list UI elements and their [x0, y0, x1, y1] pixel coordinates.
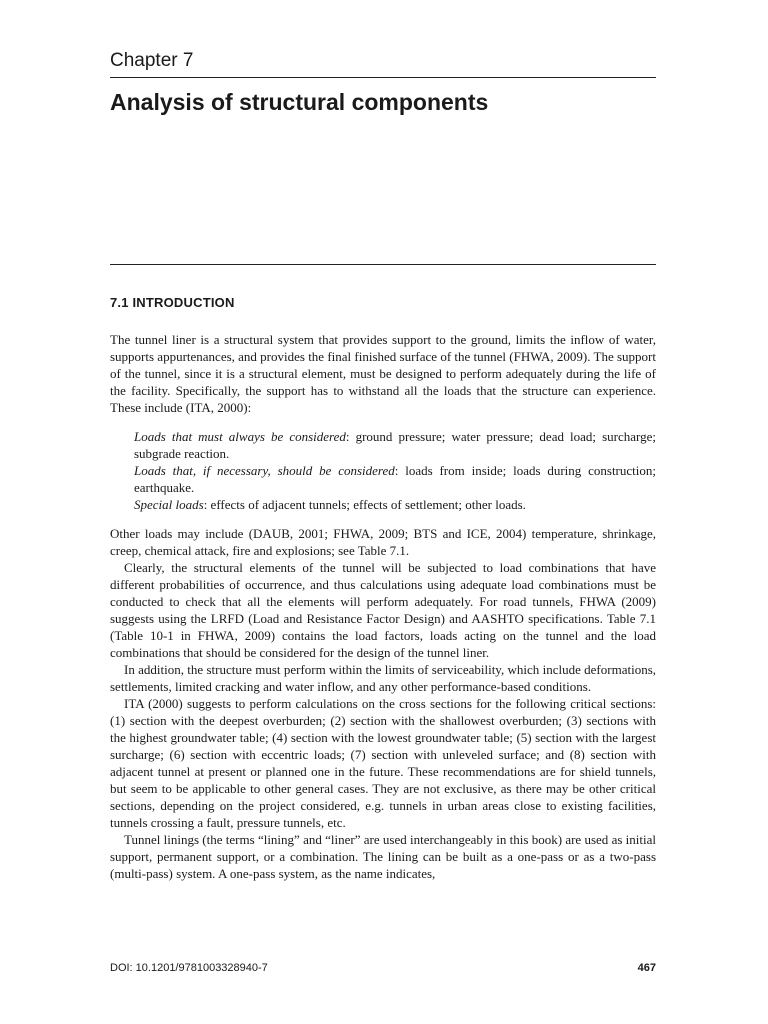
paragraph-load-combinations: Clearly, the structural elements of the tunnel will be subjected to load combinations that have different probabilities of occurrence, and thus calculations using adequate load combinations must be conducted to check that all the elements will perform adequately. For road tunnels, FHWA (2009) suggests using the LRFD (Load and Resistance Factor Design) and AASHTO specifications. Table 7.1 (Table 10-1 in FHWA, 2009) contains the load factors, loads acting on the tunnel and the load combinations that should be considered for the design of the tunnel liner.: [110, 560, 656, 660]
load-item: [134, 428, 656, 462]
load-list: [134, 428, 656, 513]
load-item: [134, 462, 656, 496]
footer-doi: DOI: 10.1201/9781003328940-7: [110, 962, 268, 974]
load-term: Loads that must always be considered: [134, 429, 346, 444]
load-desc: : loads from inside; loads during construction; earthquake.: [134, 463, 656, 495]
paragraph-intro: The tunnel liner is a structural system that provides support to the ground, limits the inflow of water, supports appurtenances, and provides the final finished surface of the tunnel (FHWA, 2009). The support of the tunnel, since it is a structural element, must be designed to perform adequately during the life of the facility. Specifically, the support has to withstand all the loads that the structure can experience. These include (ITA, 2000):: [110, 332, 656, 415]
paragraph-tunnel-linings: Tunnel linings (the terms “lining” and “liner” are used interchangeably in this book) are used as initial support, permanent support, or a combination. The lining can be built as a one-pass or as a two-pass (multi-pass) system. A one-pass system, as the name indicates,: [110, 832, 656, 881]
top-rule: [110, 77, 656, 78]
body-text: [110, 331, 656, 882]
load-desc: : ground pressure; water pressure; dead load; surcharge; subgrade reaction.: [134, 429, 657, 461]
chapter-title: Analysis of structural components: [110, 89, 489, 115]
paragraph-other-loads: Other loads may include (DAUB, 2001; FHWA, 2009; BTS and ICE, 2004) temperature, shrinkage, creep, chemical attack, fire and explosions; see Table 7.1.: [110, 526, 656, 558]
section-heading: 7.1 INTRODUCTION: [110, 295, 235, 310]
bottom-rule: [110, 264, 656, 265]
load-term: Loads that, if necessary, should be considered: [134, 463, 395, 478]
page-number: 467: [637, 962, 656, 974]
paragraph-critical-sections: ITA (2000) suggests to perform calculations on the cross sections for the following critical sections: (1) section with the deepest overburden; (2) section with the shallowest overburden; (3) sections with the highest groundwater table; (4) section with the lowest groundwater table; (5) section with the largest surcharge; (6) section with eccentric loads; (7) section with unleveled surface; and (8) section with adjacent tunnel at present or planned one in the future. These recommendations are for shield tunnels, but seem to be applicable to other general cases. They are not exclusive, as there may be other critical sections, depending on the project considered, e.g. tunnels in urban areas close to existing facilities, tunnels crossing a fault, pressure tunnels, etc.: [110, 696, 656, 830]
load-item: [134, 496, 656, 513]
load-term: Special loads: [134, 497, 204, 512]
paragraph-serviceability: In addition, the structure must perform within the limits of serviceability, which include deformations, settlements, limited cracking and water inflow, and any other performance-based conditions.: [110, 662, 656, 694]
load-desc: : effects of adjacent tunnels; effects of settlement; other loads.: [203, 497, 526, 512]
chapter-label: Chapter 7: [110, 50, 194, 71]
